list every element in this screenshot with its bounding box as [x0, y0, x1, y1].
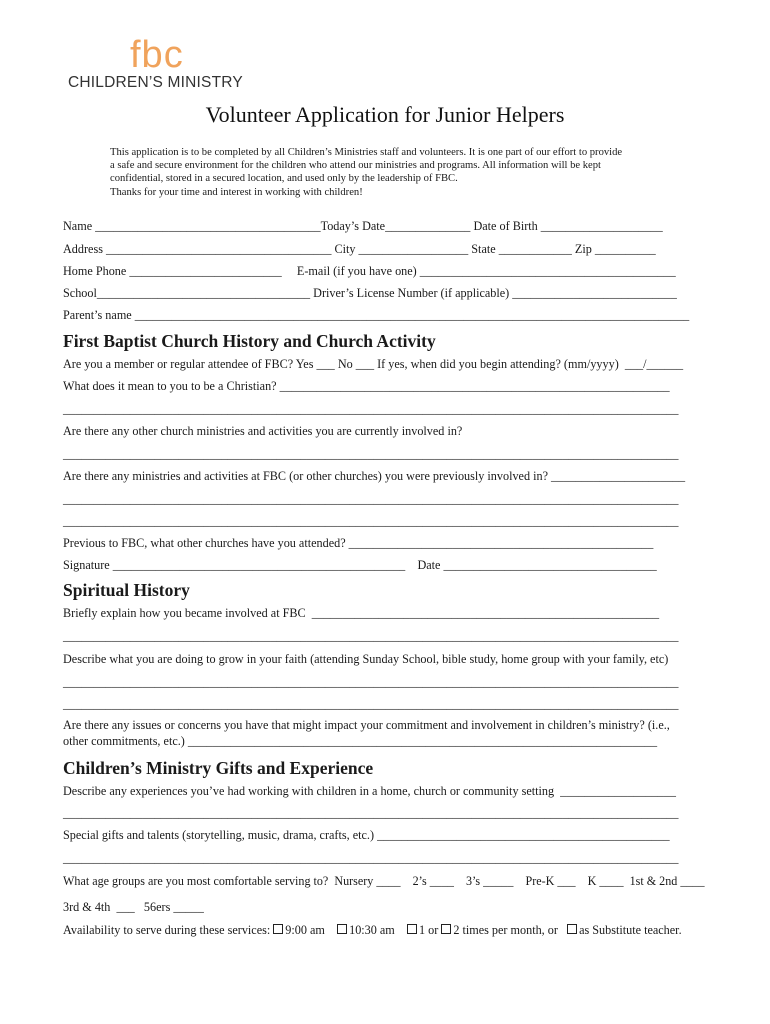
blank-answer-line[interactable]: _____________________________________________________________________________________________________ [63, 697, 679, 711]
blank-answer-line[interactable]: _____________________________________________________________________________________________________ [63, 851, 679, 865]
checkbox-1030[interactable] [337, 924, 347, 934]
previous-churches-question[interactable]: Previous to FBC, what other churches have you attended? __________________________________________________ [63, 536, 654, 550]
grow-question: Describe what you are doing to grow in your faith (attending Sunday School, bible study, home group with your family, etc) [63, 652, 669, 666]
blank-answer-line[interactable]: _____________________________________________________________________________________________________ [63, 492, 679, 506]
logo-subtitle: CHILDREN’S MINISTRY [68, 74, 243, 91]
checkbox-substitute[interactable] [567, 924, 577, 934]
address-line[interactable]: Address _____________________________________ City __________________ State ____________ Zip __________ [63, 242, 656, 256]
section-spiritual-history: Spiritual History [63, 580, 190, 600]
experience-question[interactable]: Describe any experiences you’ve had working with children in a home, church or community setting ___________________ [63, 784, 676, 798]
option-substitute-label: as Substitute teacher. [579, 923, 682, 937]
availability-line [63, 923, 682, 938]
christian-question[interactable]: What does it mean to you to be a Christian? ________________________________________________________________ [63, 379, 670, 393]
talents-question[interactable]: Special gifts and talents (storytelling, music, drama, crafts, etc.) ________________________________________________ [63, 828, 670, 842]
section-gifts-experience: Children’s Ministry Gifts and Experience [63, 758, 374, 778]
logo-brand: fbc [130, 34, 184, 76]
option-900-label: 9:00 am [285, 923, 325, 937]
parent-name-line[interactable]: Parent’s name ___________________________________________________________________________________________ [63, 308, 690, 322]
age-groups-question[interactable]: What age groups are you most comfortable serving to? Nursery ____ 2’s ____ 3’s _____ Pre-K ___ K ____ 1st & 2nd ____ [63, 874, 705, 888]
previous-ministries-question[interactable]: Are there any ministries and activities at FBC (or other churches) you were previously involved in? ______________________ [63, 469, 686, 483]
issues-question-continued[interactable]: other commitments, etc.) _____________________________________________________________________________ [63, 734, 658, 748]
page-title: Volunteer Application for Junior Helpers [205, 102, 565, 127]
intro-paragraph [110, 146, 670, 199]
blank-answer-line[interactable]: _____________________________________________________________________________________________________ [63, 629, 679, 643]
checkbox-once[interactable] [407, 924, 417, 934]
signature-date-line[interactable]: Signature ________________________________________________ Date ___________________________________ [63, 558, 657, 572]
availability-label: Availability to serve during these services: [63, 923, 274, 937]
option-1030-label: 10:30 am [349, 923, 395, 937]
blank-answer-line[interactable]: _____________________________________________________________________________________________________ [63, 514, 679, 528]
intro-line: a safe and secure environment for the children who attend our ministries and programs. All information will be kept [110, 160, 602, 172]
option-twice-label: 2 times per month, or [453, 923, 558, 937]
intro-line: Thanks for your time and interest in working with children! [110, 186, 363, 198]
section-church-history: First Baptist Church History and Church Activity [63, 331, 436, 351]
blank-answer-line[interactable]: _____________________________________________________________________________________________________ [63, 806, 679, 820]
phone-email-line[interactable]: Home Phone _________________________ E-mail (if you have one) __________________________________________ [63, 264, 676, 278]
intro-line: confidential, stored in a secured location, and used only by the leadership of FBC. [110, 173, 458, 185]
option-once-label: 1 or [418, 923, 442, 937]
blank-answer-line[interactable]: _____________________________________________________________________________________________________ [63, 447, 679, 461]
blank-answer-line[interactable]: _____________________________________________________________________________________________________ [63, 675, 679, 689]
intro-line: This application is to be completed by all Children’s Ministries staff and volunteers. It is one part of our effort to provide [110, 147, 623, 158]
issues-question: Are there any issues or concerns you have that might impact your commitment and involvement in children’s ministry? (i.e., [63, 718, 670, 732]
checkbox-900[interactable] [273, 924, 283, 934]
school-license-line[interactable]: School___________________________________ Driver’s License Number (if applicable) ___________________________ [63, 286, 677, 300]
blank-answer-line[interactable]: _____________________________________________________________________________________________________ [63, 402, 679, 416]
age-groups-continued[interactable]: 3rd & 4th ___ 56ers _____ [63, 900, 204, 914]
involved-question[interactable]: Briefly explain how you became involved at FBC _________________________________________________________ [63, 606, 660, 620]
name-dob-line[interactable]: Name _____________________________________Today’s Date______________ Date of Birth ____________________ [63, 219, 663, 233]
other-ministries-question: Are there any other church ministries and activities you are currently involved in? [63, 424, 463, 438]
checkbox-twice[interactable] [441, 924, 451, 934]
member-question[interactable]: Are you a member or regular attendee of FBC? Yes ___ No ___ If yes, when did you begin attending? (mm/yyyy) ___/______ [63, 357, 684, 371]
